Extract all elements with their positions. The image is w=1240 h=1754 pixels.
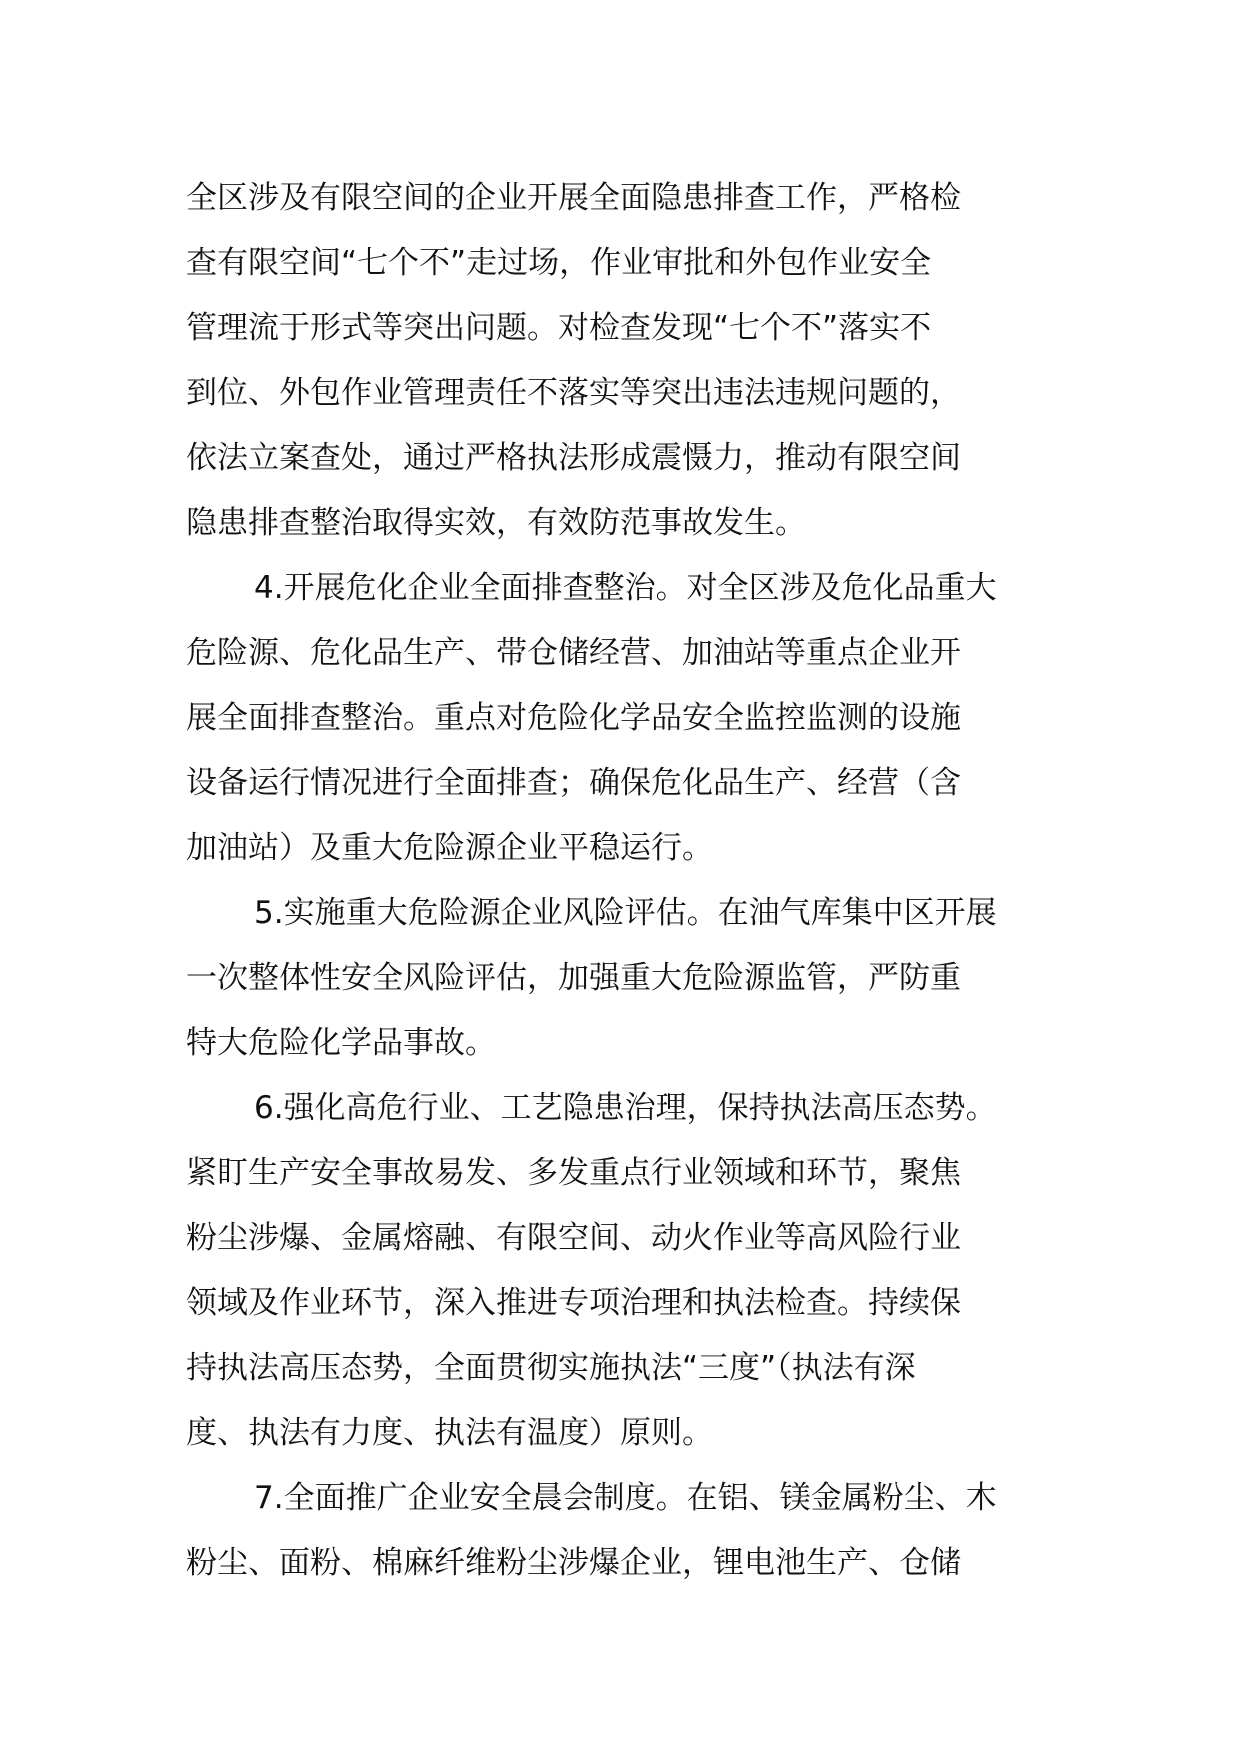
text-line: 加油站）及重大危险源企业平稳运行。: [186, 830, 713, 866]
paragraph-first-line: 4.开展危化企业全面排查整治。对全区涉及危化品重大: [254, 570, 997, 606]
text-line: 危险源、危化品生产、带仓储经营、加油站等重点企业开: [186, 635, 961, 671]
text-line: 展全面排查整治。重点对危险化学品安全监控监测的设施: [186, 700, 961, 736]
text-line: 全区涉及有限空间的企业开展全面隐患排查工作，严格检: [186, 180, 961, 216]
text-line: 度、执法有力度、执法有温度）原则。: [186, 1415, 713, 1451]
text-line: 查有限空间“七个不”走过场，作业审批和外包作业安全: [186, 245, 932, 281]
text-line: 到位、外包作业管理责任不落实等突出违法违规问题的，: [186, 375, 961, 411]
document-body: [186, 166, 1066, 1596]
text-line: 设备运行情况进行全面排查；确保危化品生产、经营（含: [186, 765, 961, 801]
text-line: 管理流于形式等突出问题。对检查发现“七个不”落实不: [186, 310, 932, 346]
text-line: 领域及作业环节，深入推进专项治理和执法检查。持续保: [186, 1285, 961, 1321]
text-line: 粉尘、面粉、棉麻纤维粉尘涉爆企业，锂电池生产、仓储: [186, 1545, 961, 1581]
paragraph-first-line: 6.强化高危行业、工艺隐患治理，保持执法高压态势。: [254, 1090, 997, 1126]
text-line: 依法立案查处，通过严格执法形成震慑力，推动有限空间: [186, 440, 961, 476]
text-line: 特大危险化学品事故。: [186, 1025, 496, 1061]
paragraph-first-line: 5.实施重大危险源企业风险评估。在油气库集中区开展: [254, 895, 997, 931]
text-line: 紧盯生产安全事故易发、多发重点行业领域和环节，聚焦: [186, 1155, 961, 1191]
text-line: 粉尘涉爆、金属熔融、有限空间、动火作业等高风险行业: [186, 1220, 961, 1256]
text-line: 持执法高压态势，全面贯彻实施执法“三度”（执法有深: [186, 1350, 916, 1386]
paragraph-first-line: 7.全面推广企业安全晨会制度。在铝、镁金属粉尘、木: [254, 1480, 997, 1516]
text-line: 一次整体性安全风险评估，加强重大危险源监管，严防重: [186, 960, 961, 996]
text-line: 隐患排查整治取得实效，有效防范事故发生。: [186, 505, 806, 541]
